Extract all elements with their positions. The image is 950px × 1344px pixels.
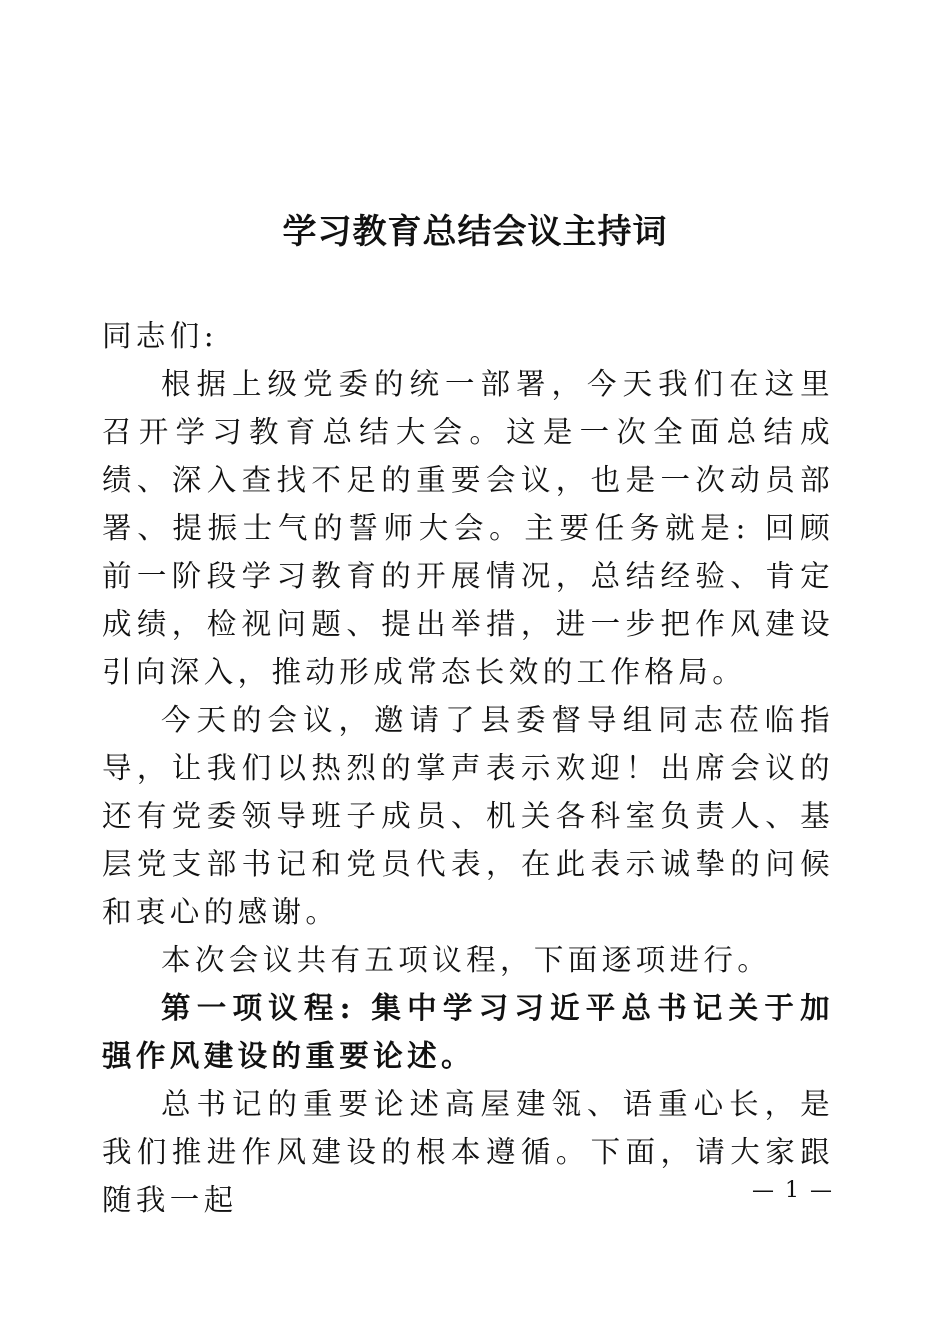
paragraph-study: 总书记的重要论述高屋建瓴、语重心长，是我们推进作风建设的根本遵循。下面，请大家跟随我一起 xyxy=(102,1087,834,1217)
paragraph-guests: 今天的会议，邀请了县委督导组同志莅临指导，让我们以热烈的掌声表示欢迎！出席会议的还有党委领导班子成员、机关各科室负责人、基层党支部书记和党员代表，在此表示诚挚的问候和衷心的感谢。 xyxy=(102,703,834,929)
page-number: — 1 — xyxy=(752,1178,834,1203)
document-body xyxy=(102,312,834,1224)
paragraph-agenda-item-1: 第一项议程: 集中学习习近平总书记关于加强作风建设的重要论述。 xyxy=(102,990,834,1073)
paragraph-opening: 根据上级党委的统一部署，今天我们在这里召开学习教育总结大会。这是一次全面总结成绩、深入查找不足的重要会议，也是一次动员部署、提振士气的誓师大会。主要任务就是: 回顾前一阶段学习教育的开展情况，总结经验、肯定成绩，检视问题、提出举措，进一步把作风建设引向深入，推动形成常态长效的工作格局。 xyxy=(102,367,834,689)
salutation: 同志们: xyxy=(102,319,219,353)
document-title: 学习教育总结会议主持词 xyxy=(282,212,668,252)
paragraph-agenda-intro: 本次会议共有五项议程，下面逐项进行。 xyxy=(161,943,772,977)
